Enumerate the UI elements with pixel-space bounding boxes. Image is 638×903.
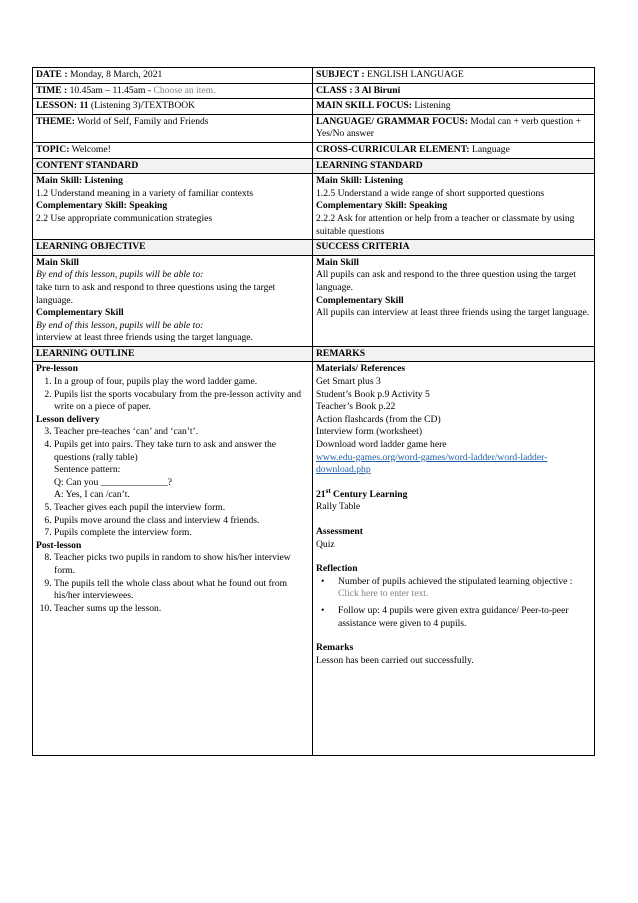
row-topic-cross bbox=[33, 142, 595, 158]
list-item: 8. Teacher picks two pupils in random to show his/her interview form. bbox=[54, 552, 309, 577]
reflection-placeholder[interactable]: Click here to enter text. bbox=[338, 588, 429, 600]
list-item: 2. Pupils list the sports vocabulary from the pre-lesson activity and write on a piece of paper. bbox=[54, 389, 309, 414]
topic-value: Welcome! bbox=[69, 143, 111, 155]
reflection-1-text: Number of pupils achieved the stipulated learning objective : bbox=[338, 575, 573, 587]
lesson-delivery-title: Lesson delivery bbox=[36, 413, 100, 425]
topic-label: TOPIC: bbox=[36, 143, 70, 155]
learning-outline-cell bbox=[33, 362, 313, 756]
material-item: Teacher’s Book p.22 bbox=[316, 401, 396, 413]
criteria-main-title: Main Skill bbox=[316, 256, 359, 268]
subject-value: ENGLISH LANGUAGE bbox=[364, 69, 464, 80]
list-item: 7. Pupils complete the interview form. bbox=[54, 527, 309, 540]
class-cell bbox=[313, 83, 595, 99]
objective-comp-text: interview at least three friends using the target language. bbox=[36, 332, 253, 344]
time-cell bbox=[33, 83, 313, 99]
sentence-pattern-label: Sentence pattern: bbox=[54, 464, 121, 476]
lesson-delivery-list bbox=[36, 426, 309, 539]
criteria-comp-title: Complementary Skill bbox=[316, 294, 404, 306]
objective-main-text: take turn to ask and respond to three questions using the target language. bbox=[36, 281, 276, 306]
row-time-class bbox=[33, 83, 595, 99]
content-comp-skill-title: Complementary Skill: Speaking bbox=[36, 200, 168, 212]
criteria-main-text: All pupils can ask and respond to the three question using the target language. bbox=[316, 269, 576, 293]
material-item: Interview form (worksheet) bbox=[316, 426, 423, 438]
bullet-icon: • bbox=[321, 604, 325, 616]
list-item bbox=[321, 604, 591, 630]
lesson-value: (Listening 3)/TEXTBOOK bbox=[88, 100, 196, 112]
reflection-title: Reflection bbox=[316, 563, 358, 575]
learning-standard-header bbox=[313, 158, 595, 174]
material-item: Action flashcards (from the CD) bbox=[316, 413, 441, 425]
list-item: 9. The pupils tell the whole class about what he found out from his/her interviewees. bbox=[54, 578, 309, 603]
theme-cell bbox=[33, 114, 313, 142]
content-standard-header bbox=[33, 158, 313, 174]
remarks-cell bbox=[313, 362, 595, 756]
success-criteria-cell bbox=[313, 255, 595, 346]
time-value: 10.45am – 11.45am - bbox=[67, 84, 154, 96]
remarks-header bbox=[313, 346, 595, 362]
criteria-comp-text: All pupils can interview at least three friends using the target language. bbox=[316, 307, 590, 319]
post-lesson-title: Post-lesson bbox=[36, 539, 82, 551]
material-item: Student’s Book p.9 Activity 5 bbox=[316, 388, 430, 400]
remarks-text: Lesson has been carried out successfully. bbox=[316, 654, 474, 666]
theme-value: World of Self, Family and Friends bbox=[74, 115, 209, 127]
learning-outline-header bbox=[33, 346, 313, 362]
subject-label: SUBJECT : bbox=[316, 69, 365, 80]
row-outline bbox=[33, 362, 595, 756]
reflection-list bbox=[316, 576, 591, 630]
delivery-item-4-text: Pupils get into pairs. They take turn to ask and answer the questions (rally table) bbox=[54, 439, 277, 463]
learning-objective-cell bbox=[33, 255, 313, 346]
row-lesson-skill bbox=[33, 99, 595, 115]
learning-comp-skill-title: Complementary Skill: Speaking bbox=[316, 200, 448, 212]
list-item: 5. Teacher gives each pupil the interview form. bbox=[54, 502, 309, 515]
cross-value: Language bbox=[469, 143, 510, 155]
lesson-cell bbox=[33, 99, 313, 115]
material-item: Download word ladder game here bbox=[316, 439, 447, 451]
learning-objective-header bbox=[33, 240, 313, 256]
grammar-label: LANGUAGE/ GRAMMAR FOCUS: bbox=[316, 115, 468, 127]
row-outline-header bbox=[33, 346, 595, 362]
date-label: DATE : bbox=[36, 69, 68, 80]
assessment-text: Quiz bbox=[316, 538, 335, 550]
post-lesson-list bbox=[36, 552, 309, 615]
date-value: Monday, 8 March, 2021 bbox=[67, 69, 163, 80]
list-item: 3. Teacher pre-teaches ‘can’ and ‘can’t’. bbox=[54, 426, 309, 439]
main-skill-label: MAIN SKILL FOCUS: bbox=[316, 100, 412, 112]
objective-main-title: Main Skill bbox=[36, 256, 79, 268]
list-item bbox=[54, 439, 309, 502]
class-label: CLASS : 3 Al Biruni bbox=[316, 84, 401, 96]
pre-lesson-list bbox=[36, 376, 309, 414]
list-item: 6. Pupils move around the class and interview 4 friends. bbox=[54, 515, 309, 528]
list-item: 10. Teacher sums up the lesson. bbox=[54, 603, 309, 616]
grammar-cell bbox=[313, 114, 595, 142]
pre-lesson-title: Pre-lesson bbox=[36, 363, 78, 375]
row-objectives-header bbox=[33, 240, 595, 256]
learning-comp-skill-text: 2.2.2 Ask for attention or help from a teacher or classmate by using suitable questions bbox=[316, 212, 575, 237]
row-theme-grammar bbox=[33, 114, 595, 142]
date-cell bbox=[33, 68, 313, 84]
content-standard-title: CONTENT STANDARD bbox=[36, 159, 139, 171]
lesson-label: LESSON: 11 bbox=[36, 100, 89, 112]
century-number: 21 bbox=[316, 488, 326, 500]
assessment-title: Assessment bbox=[316, 526, 363, 537]
time-placeholder[interactable]: Choose an item. bbox=[153, 84, 216, 96]
cross-cell bbox=[313, 142, 595, 158]
grammar-value: Modal can + verb question + Yes/No answer bbox=[316, 115, 582, 140]
century-title-text: Century Learning bbox=[330, 488, 408, 500]
success-criteria-title: SUCCESS CRITERIA bbox=[316, 241, 410, 253]
content-standard-cell bbox=[33, 174, 313, 240]
material-item: Get Smart plus 3 bbox=[316, 376, 381, 388]
row-standards-header bbox=[33, 158, 595, 174]
learning-outline-title: LEARNING OUTLINE bbox=[36, 347, 135, 359]
learning-main-skill-text: 1.2.5 Understand a wide range of short supported questions bbox=[316, 187, 545, 199]
learning-standard-cell bbox=[313, 174, 595, 240]
row-objectives bbox=[33, 255, 595, 346]
success-criteria-header bbox=[313, 240, 595, 256]
topic-cell bbox=[33, 142, 313, 158]
content-comp-skill-text: 2.2 Use appropriate communication strategies bbox=[36, 212, 213, 224]
reflection-2-text: Follow up: 4 pupils were given extra guidance/ Peer-to-peer assistance were given to 4 pupils. bbox=[338, 604, 569, 629]
remarks-title: Remarks bbox=[316, 642, 354, 654]
row-standards bbox=[33, 174, 595, 240]
sentence-pattern-question: Q: Can you ______________? bbox=[54, 476, 173, 488]
list-item bbox=[321, 575, 591, 601]
learning-standard-title: LEARNING STANDARD bbox=[316, 159, 423, 171]
lesson-plan-table bbox=[32, 67, 595, 756]
objective-comp-intro: By end of this lesson, pupils will be able to: bbox=[36, 319, 204, 331]
learning-objective-title: LEARNING OBJECTIVE bbox=[36, 241, 146, 253]
century-learning-title bbox=[316, 486, 591, 502]
objective-main-intro: By end of this lesson, pupils will be able to: bbox=[36, 269, 204, 281]
lesson-plan-page bbox=[32, 67, 594, 756]
main-skill-value: Listening bbox=[411, 100, 451, 112]
century-learning-text: Rally Table bbox=[316, 501, 361, 513]
content-main-skill-title: Main Skill: Listening bbox=[36, 175, 123, 187]
cross-label: CROSS-CURRICULAR ELEMENT: bbox=[316, 143, 470, 155]
list-item: 1. In a group of four, pupils play the word ladder game. bbox=[54, 376, 309, 389]
word-ladder-download-link[interactable]: www.edu-games.org/word-games/word-ladder/word-ladder-download.php bbox=[316, 451, 548, 476]
learning-main-skill-title: Main Skill: Listening bbox=[316, 175, 403, 187]
materials-title: Materials/ References bbox=[316, 363, 406, 375]
theme-label: THEME: bbox=[36, 115, 75, 127]
sentence-pattern-answer: A: Yes, I can /can’t. bbox=[54, 489, 130, 501]
row-date-subject bbox=[33, 68, 595, 84]
remarks-header-title: REMARKS bbox=[316, 347, 366, 359]
bullet-icon: • bbox=[321, 575, 325, 587]
content-main-skill-text: 1.2 Understand meaning in a variety of familiar contexts bbox=[36, 187, 254, 199]
main-skill-cell bbox=[313, 99, 595, 115]
time-label: TIME : bbox=[36, 84, 68, 96]
subject-cell bbox=[313, 68, 595, 84]
century-suffix: st bbox=[325, 486, 331, 495]
objective-comp-title: Complementary Skill bbox=[36, 307, 124, 319]
